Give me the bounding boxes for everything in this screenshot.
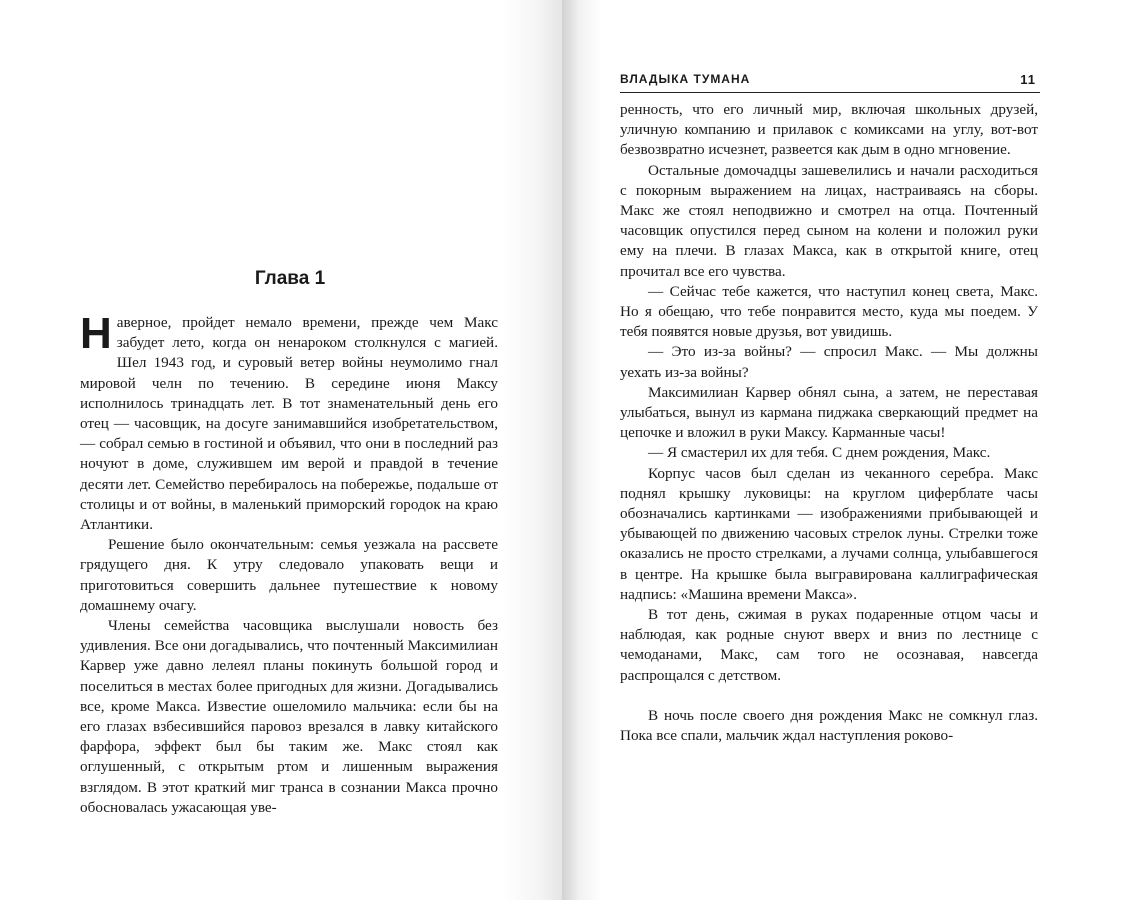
right-page xyxy=(562,0,1123,900)
dialogue-line: — Сейчас тебе кажется, что наступил конец света, Макс. Но я обещаю, что тебе понравится место, куда мы поедем. У тебя появятся новые друзья, вот увидишь. xyxy=(620,282,1038,341)
left-paragraph-text: аверное, пройдет немало времени, прежде чем Макс забудет лето, когда он ненароком столкнулся с магией. Шел 1943 год, и суровый ветер войны неумолимо гнал мировой челн по течению. В середине июня Максу исполнилось тринадцать лет. В тот знаменательный день его отец — часовщик, на досуге занимавшийся изобретательством, — собрал семью в гостиной и объявил, что они в последний раз ночуют в доме, служившем им верой и правдой в течение десяти лет. Семейство перебиралось на побережье, подальше от столицы и от войны, в маленький приморский городок на краю Атлантики. xyxy=(80,314,498,534)
right-text-column xyxy=(620,100,1038,746)
left-paragraph xyxy=(80,309,498,535)
dialogue-line: — Я смастерил их для тебя. С днем рождения, Макс. xyxy=(648,444,991,462)
page-number: 11 xyxy=(1020,72,1036,87)
running-head xyxy=(620,70,1040,93)
right-gutter-shadow xyxy=(562,0,602,900)
left-gutter-shadow xyxy=(502,0,562,900)
left-paragraph: Решение было окончательным: семья уезжала на рассвете грядущего дня. К утру следовало упаковать вещи и приготовиться совершить дальнее путешествие к новому домашнему очагу. xyxy=(80,536,498,614)
right-paragraph: В тот день, сжимая в руках подаренные отцом часы и наблюдая, как родные снуют вверх и вниз по лестнице с чемоданами, Макс, сам того не осознавая, навсегда распрощался с детством. xyxy=(620,606,1038,684)
left-paragraph: Члены семейства часовщика выслушали новость без удивления. Все они догадывались, что почтенный Максимилиан Карвер уже давно лелеял планы покинуть большой город и поселиться в местах более пригодных для жизни. Догадывались все, кроме Макса. Известие ошеломило мальчика: если бы на его глазах взбесившийся паровоз врезался в лавку китайского фарфора, эффект был бы таким же. Макс стоял как оглушенный, с открытым ртом и лишенным выражения взглядом. В этот краткий миг транса в сознании Макса прочно обосновалась ужасающая уве- xyxy=(80,617,498,816)
left-text-column xyxy=(80,309,498,818)
running-head-title: ВЛАДЫКА ТУМАНА xyxy=(620,72,751,86)
chapter-title: Глава 1 xyxy=(254,268,326,289)
right-paragraph: ренность, что его личный мир, включая школьных друзей, уличную компанию и прилавок с комиксами на углу, вот-вот безвозвратно исчезнет, развеется как дым в одно мгновение. xyxy=(620,101,1038,159)
drop-cap: Н xyxy=(80,309,112,358)
right-paragraph: Остальные домочадцы зашевелились и начали расходиться с покорным выражением на лицах, настраиваясь на сборы. Макс же стоял неподвижно и смотрел на отца. Почтенный часовщик опустился перед сыном на колени и положил руки ему на плечи. В глазах Макса, как в открытой книге, отец прочитал все его чувства. xyxy=(620,161,1038,280)
right-paragraph: В ночь после своего дня рождения Макс не сомкнул глаз. Пока все спали, мальчик ждал наступления роково- xyxy=(620,706,1038,745)
right-paragraph: Корпус часов был сделан из чеканного серебра. Макс поднял крышку луковицы: на круглом циферблате часы обозначались картинками — изображениями прибывающей и убывающей по движению часовых стрелок луны. Стрелки тоже оказались не просто стрелками, а лучами солнца, улыбавшегося в центре. На крышке была выгравирована каллиграфическая надпись: «Машина времени Макса». xyxy=(620,464,1038,603)
right-paragraph: Максимилиан Карвер обнял сына, а затем, не переставая улыбаться, вынул из кармана пиджака сверкающий предмет на цепочке и вложил в руки Максу. Карманные часы! xyxy=(620,383,1038,442)
dialogue-line: — Это из-за войны? — спросил Макс. — Мы должны уехать из-за войны? xyxy=(620,343,1038,381)
